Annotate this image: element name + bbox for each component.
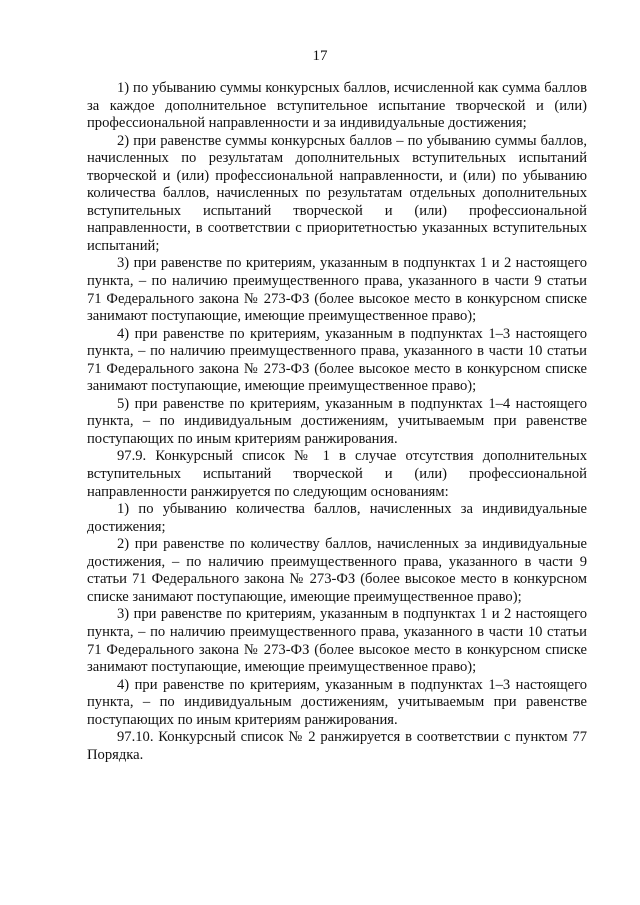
paragraph-97-9-item-4: 4) при равенстве по критериям, указанным в подпунктах 1–3 настоящего пункта, – по индивидуальным достижениям, учитываемым при равенстве поступающих по иным критериям ранжирования. xyxy=(87,676,587,728)
paragraph-97-9-item-1: 1) по убыванию количества баллов, начисленных за индивидуальные достижения; xyxy=(87,501,587,535)
document-body xyxy=(87,80,587,764)
paragraph-item-1-sum-of-scores: 1) по убыванию суммы конкурсных баллов, исчисленной как сумма баллов за каждое дополнительное вступительное испытание творческой и (или) профессиональной направленности и за индивидуальные достижения; xyxy=(87,80,587,132)
paragraph-97-10: 97.10. Конкурсный список № 2 ранжируется в соответствии с пунктом 77 Порядка. xyxy=(87,729,587,763)
paragraph-item-2-equal-scores: 2) при равенстве суммы конкурсных баллов – по убыванию суммы баллов, начисленных по результатам дополнительных вступительных испытаний творческой и (или) профессиональной направленности, и (или) по убыванию количества баллов, начисленных по результатам отдельных дополнительных вступительных испытаний творческой и (или) профессиональной направленности, в соответствии с приоритетностью указанных вступительных испытаний; xyxy=(87,132,587,254)
paragraph-item-4-preferential-right-part-10: 4) при равенстве по критериям, указанным в подпунктах 1–3 настоящего пункта, – по наличию преимущественного права, указанного в части 10 статьи 71 Федерального закона № 273-ФЗ (более высокое место в конкурсном списке занимают поступающие, имеющие преимущественное право); xyxy=(87,325,587,395)
paragraph-97-9-heading: 97.9. Конкурсный список № 1 в случае отсутствия дополнительных вступительных испытаний творческой и (или) профессиональной направленности ранжируется по следующим основаниям: xyxy=(87,448,587,500)
paragraph-item-3-preferential-right-part-9: 3) при равенстве по критериям, указанным в подпунктах 1 и 2 настоящего пункта, – по наличию преимущественного права, указанного в части 9 статьи 71 Федерального закона № 273-ФЗ (более высокое место в конкурсном списке занимают поступающие, имеющие преимущественное право); xyxy=(87,255,587,325)
page-number: 17 xyxy=(312,48,328,64)
paragraph-97-9-item-3: 3) при равенстве по критериям, указанным в подпунктах 1 и 2 настоящего пункта, – по наличию преимущественного права, указанного в части 10 статьи 71 Федерального закона № 273-ФЗ (более высокое место в конкурсном списке занимают поступающие, имеющие преимущественное право); xyxy=(87,606,587,676)
paragraph-item-5-individual-achievements: 5) при равенстве по критериям, указанным в подпунктах 1–4 настоящего пункта, – по индивидуальным достижениям, учитываемым при равенстве поступающих по иным критериям ранжирования. xyxy=(87,395,587,447)
paragraph-97-9-item-2: 2) при равенстве по количеству баллов, начисленных за индивидуальные достижения, – по наличию преимущественного права, указанного в части 9 статьи 71 Федерального закона № 273-ФЗ (более высокое место в конкурсном списке занимают поступающие, имеющие преимущественное право); xyxy=(87,536,587,605)
